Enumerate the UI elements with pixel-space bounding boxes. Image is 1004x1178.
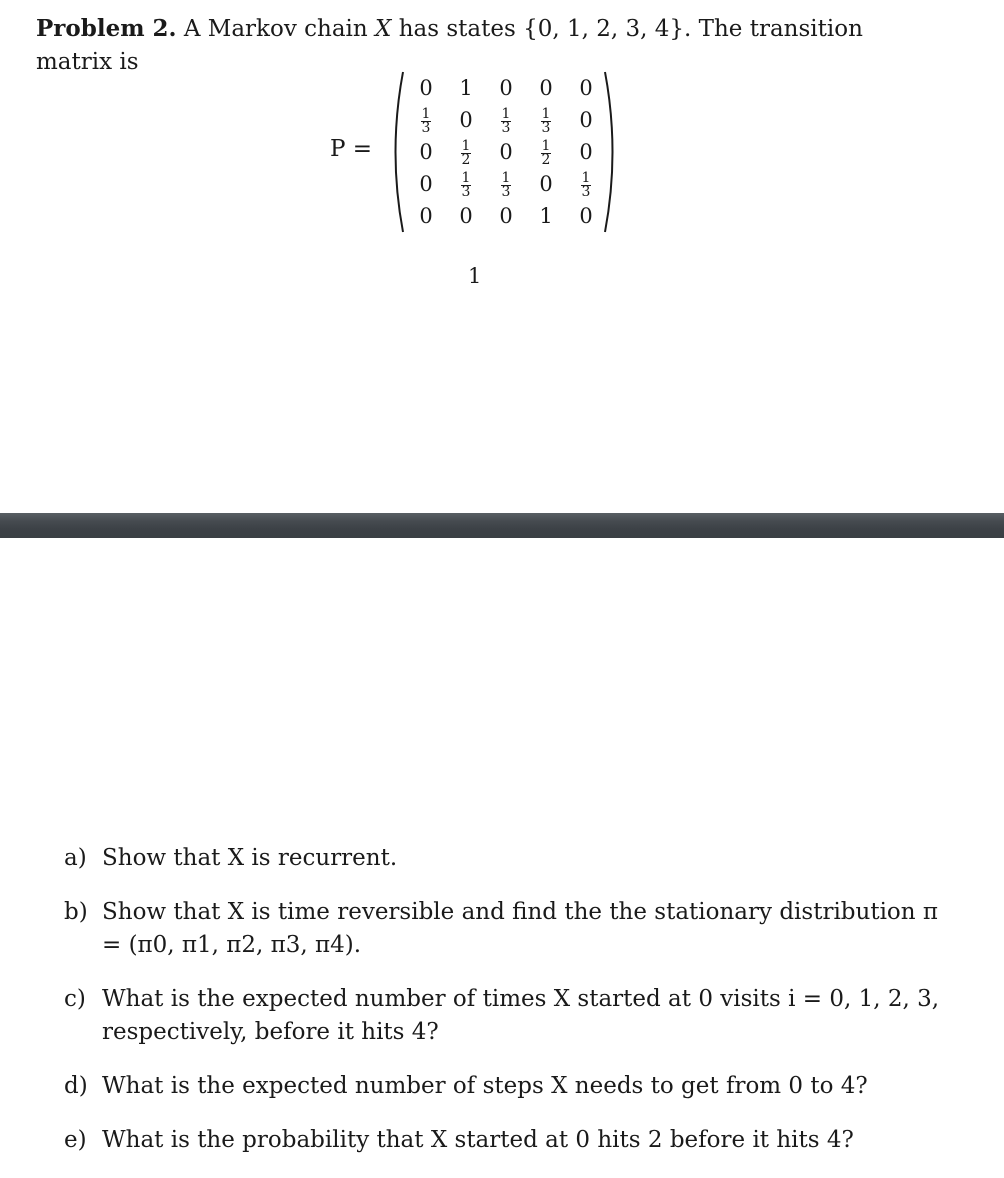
matrix-cell: 0 bbox=[419, 140, 433, 164]
right-paren-icon bbox=[602, 70, 622, 234]
matrix-cell: $\frac{1}{3}$ bbox=[501, 106, 511, 136]
question-item bbox=[64, 896, 964, 962]
problem-label: Problem 2. bbox=[36, 15, 177, 42]
matrix-cell: $\frac{1}{3}$ bbox=[541, 106, 551, 136]
question-text: What is the expected number of times X started at 0 visits i = 0, 1, 2, 3, respectively, before it hits 4? bbox=[102, 986, 940, 1045]
matrix-cell: 0 bbox=[579, 140, 593, 164]
problem-text-3: . The transition matrix is bbox=[36, 16, 863, 75]
question-label: e) bbox=[64, 1127, 87, 1153]
matrix-cell: 1 bbox=[459, 76, 473, 100]
question-label: c) bbox=[64, 986, 86, 1012]
matrix-cell: 0 bbox=[499, 76, 513, 100]
question-text: What is the expected number of steps X needs to get from 0 to 4? bbox=[102, 1073, 868, 1099]
divider-bar bbox=[0, 513, 1004, 538]
problem-text-2: has states bbox=[398, 16, 516, 42]
question-label: a) bbox=[64, 845, 87, 871]
stray-one: 1 bbox=[468, 264, 482, 288]
question-text: Show that X is time reversible and find the the stationary distribution π = (π0, π1, π2, π3, π4). bbox=[102, 899, 939, 958]
question-label: d) bbox=[64, 1073, 88, 1099]
matrix-cell: 0 bbox=[419, 204, 433, 228]
question-item bbox=[64, 983, 964, 1049]
left-paren-icon bbox=[386, 70, 406, 234]
question-item bbox=[64, 842, 964, 875]
matrix-cell: $\frac{1}{3}$ bbox=[581, 170, 591, 200]
matrix-lhs: P = bbox=[330, 136, 373, 162]
matrix-cell: $\frac{1}{2}$ bbox=[461, 138, 471, 168]
matrix-cell: 1 bbox=[539, 204, 553, 228]
matrix-grid bbox=[406, 72, 606, 232]
question-text: What is the probability that X started at 0 hits 2 before it hits 4? bbox=[102, 1127, 854, 1153]
matrix-cell: $\frac{1}{3}$ bbox=[501, 170, 511, 200]
question-text: Show that X is recurrent. bbox=[102, 845, 398, 871]
matrix-cell: $\frac{1}{3}$ bbox=[421, 106, 431, 136]
matrix-cell: 0 bbox=[499, 140, 513, 164]
question-item bbox=[64, 1124, 964, 1157]
matrix-cell: 0 bbox=[539, 76, 553, 100]
state-set: {0, 1, 2, 3, 4} bbox=[523, 16, 685, 42]
matrix-cell: 0 bbox=[419, 172, 433, 196]
var-x: X bbox=[375, 16, 392, 42]
matrix-cell: 0 bbox=[579, 76, 593, 100]
problem-statement bbox=[36, 12, 936, 79]
matrix-cell: 0 bbox=[459, 108, 473, 132]
matrix-cell: 0 bbox=[539, 172, 553, 196]
matrix-cell: 0 bbox=[499, 204, 513, 228]
question-item bbox=[64, 1070, 964, 1103]
matrix-cell: $\frac{1}{2}$ bbox=[541, 138, 551, 168]
question-label: b) bbox=[64, 899, 88, 925]
question-list bbox=[64, 842, 964, 1178]
matrix-cell: 0 bbox=[459, 204, 473, 228]
matrix-cell: 0 bbox=[419, 76, 433, 100]
problem-text-1: A Markov chain bbox=[183, 16, 368, 42]
matrix-cell: $\frac{1}{3}$ bbox=[461, 170, 471, 200]
matrix-cell: 0 bbox=[579, 204, 593, 228]
matrix-cell: 0 bbox=[579, 108, 593, 132]
